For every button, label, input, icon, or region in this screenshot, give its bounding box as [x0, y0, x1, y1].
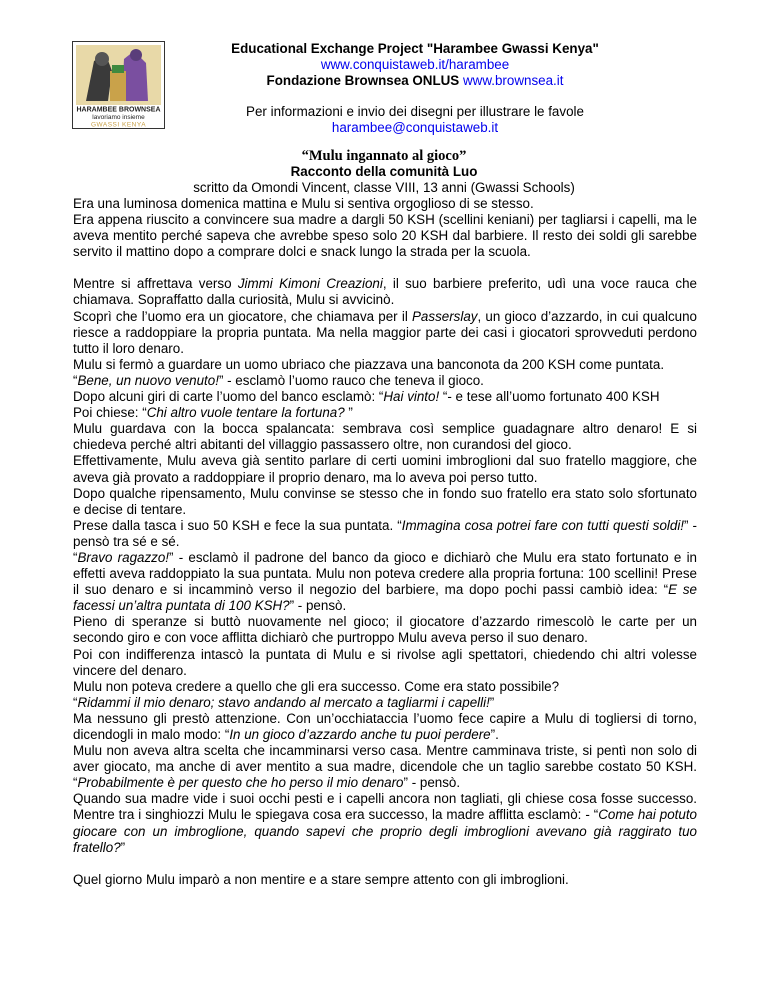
- foundation-name: Fondazione Brownsea ONLUS: [266, 73, 460, 88]
- closing-paragraph: Quel giorno Mulu imparò a non mentire e a stare sempre attento con gli imbroglioni.: [73, 871, 569, 887]
- paragraph: “Bravo ragazzo!” - esclamò il padrone del banco da gioco e dichiarò che Mulu era stato fortunato e in effetti aveva raddoppiato la sua puntata. Mulu non poteva credere alla propria fortuna: 100 scellini! Prese il suo denaro e si incamminò verso il negozio del barbiere, ma dopo pochi passi cambiò idea: “E se facessi un’altra puntata di 100 KSH?” - pensò.: [73, 549, 697, 614]
- story-heading: [140, 148, 628, 196]
- paragraph: Era appena riuscito a convincere sua madre a dargli 50 KSH (scellini keniani) per tagliarsi i capelli, ma le aveva mentito perché sapeva che avrebbe speso solo 20 KSH dal barbiere. Il resto dei soldi gli sarebbe servito il mattino dopo a comprare dolci e snack lungo la strada per la scuola.: [73, 212, 697, 260]
- harambee-brownsea-logo: [72, 41, 165, 129]
- paragraph: Poi con indifferenza intascò la puntata di Mulu e si rivolse agli spettatori, chiedendo chi altri volesse vincere del denaro.: [73, 646, 697, 678]
- logo-text-bottom: GWASSI KENYA: [90, 121, 147, 129]
- paragraph: Dopo alcuni giri di carte l’uomo del banco esclamò: “Hai vinto! “- e tese all’uomo fortunato 400 KSH: [73, 389, 660, 405]
- paragraph: Mulu non poteva credere a quello che gli era successo. Come era stato possibile?: [73, 678, 560, 694]
- project-title: Educational Exchange Project "Harambee Gwassi Kenya": [231, 41, 599, 56]
- info-text: Per informazioni e invio dei disegni per illustrare le favole: [246, 104, 584, 119]
- story-body: [73, 196, 697, 888]
- paragraph: Poi chiese: “Chi altro vuole tentare la fortuna? ”: [73, 405, 353, 421]
- paragraph: Mulu guardava con la bocca spalancata: sembrava così semplice guadagnare altro denaro! E si chiedeva perché altri abitanti del villaggio passassero oltre, non curandosi del gioco.: [73, 421, 697, 453]
- foundation-url-link[interactable]: www.brownsea.it: [462, 73, 564, 88]
- paragraph: Mulu si fermò a guardare un uomo ubriaco che piazzava una banconota da 200 KSH come puntata.: [73, 356, 665, 372]
- page-header: [180, 41, 650, 136]
- contact-email-link[interactable]: harambee@conquistaweb.it: [331, 120, 499, 135]
- story-title: “Mulu ingannato al gioco”: [301, 148, 467, 164]
- paragraph: Scoprì che l’uomo era un giocatore, che chiamava per il Passerslay, un gioco d’azzardo, in cui qualcuno riesce a raddoppiare la propria puntata. Ma nella maggior parte dei casi i giocatori sprovveduti perdono tutto il loro denaro.: [73, 308, 698, 356]
- paragraph: Era una luminosa domenica mattina e Mulu si sentiva orgoglioso di se stesso.: [73, 196, 534, 211]
- logo-text-top: HARAMBEE BROWNSEA: [76, 106, 161, 114]
- paragraph: Ma nessuno gli prestò attenzione. Con un’occhiataccia l’uomo fece capire a Mulu di togliersi di torno, dicendogli in malo modo: “In un gioco d’azzardo anche tu puoi perdere”.: [73, 710, 697, 742]
- paragraph: Mulu non aveva altra scelta che incamminarsi verso casa. Mentre camminava triste, si pentì non solo di aver giocato, ma anche di aver mentito a sua madre, dicendole che un taglio sarebbe costato 50 KSH. “Probabilmente è per questo che ho perso il mio denaro” - pensò.: [73, 743, 697, 791]
- paragraph: Prese dalla tasca i suo 50 KSH e fece la sua puntata. “Immagina cosa potrei fare con tutti questi soldi!” - pensò tra sé e sé.: [73, 517, 698, 549]
- paragraph: Quando sua madre vide i suoi occhi pesti e i capelli ancora non tagliati, gli chiese cosa fosse successo. Mentre tra i singhiozzi Mulu le spiegava cosa era successo, la madre afflitta esclamò: - “Come hai potuto giocare con un imbroglione, quando sapevi che proprio degli imbroglioni avevano già raggirato tuo fratello?”: [73, 791, 697, 855]
- story-subtitle: Racconto della comunità Luo: [290, 164, 478, 179]
- paragraph: Mentre si affrettava verso Jimmi Kimoni Creazioni, il suo barbiere preferito, udì una voce rauca che chiamava. Sopraffatto dalla curiosità, Mulu si avvicinò.: [73, 276, 698, 308]
- paragraph: “Bene, un nuovo venuto!” - esclamò l’uomo rauco che teneva il gioco.: [73, 372, 484, 388]
- paragraph: Effettivamente, Mulu aveva già sentito parlare di certi uomini imbroglioni dal suo fratello maggiore, che aveva già provato a raddoppiare il proprio denaro, ma lo aveva poi perso tutto.: [73, 453, 697, 485]
- paragraph: “Ridammi il mio denaro; stavo andando al mercato a tagliarmi i capelli!”: [73, 694, 495, 710]
- project-url-link[interactable]: www.conquistaweb.it/harambee: [320, 57, 510, 72]
- paragraph: Dopo qualche ripensamento, Mulu convinse se stesso che in fondo suo fratello era stato solo sfortunato e decise di tentare.: [73, 485, 697, 517]
- story-author: scritto da Omondi Vincent, classe VIII, 13 anni (Gwassi Schools): [193, 180, 575, 195]
- paragraph: Pieno di speranze si buttò nuovamente nel gioco; il giocatore d’azzardo rimescolò le carte per un secondo giro e con voce afflitta dichiarò che purtroppo Mulu aveva perso il suo denaro.: [73, 614, 697, 646]
- logo-text-mid: lavoriamo insieme: [92, 114, 145, 121]
